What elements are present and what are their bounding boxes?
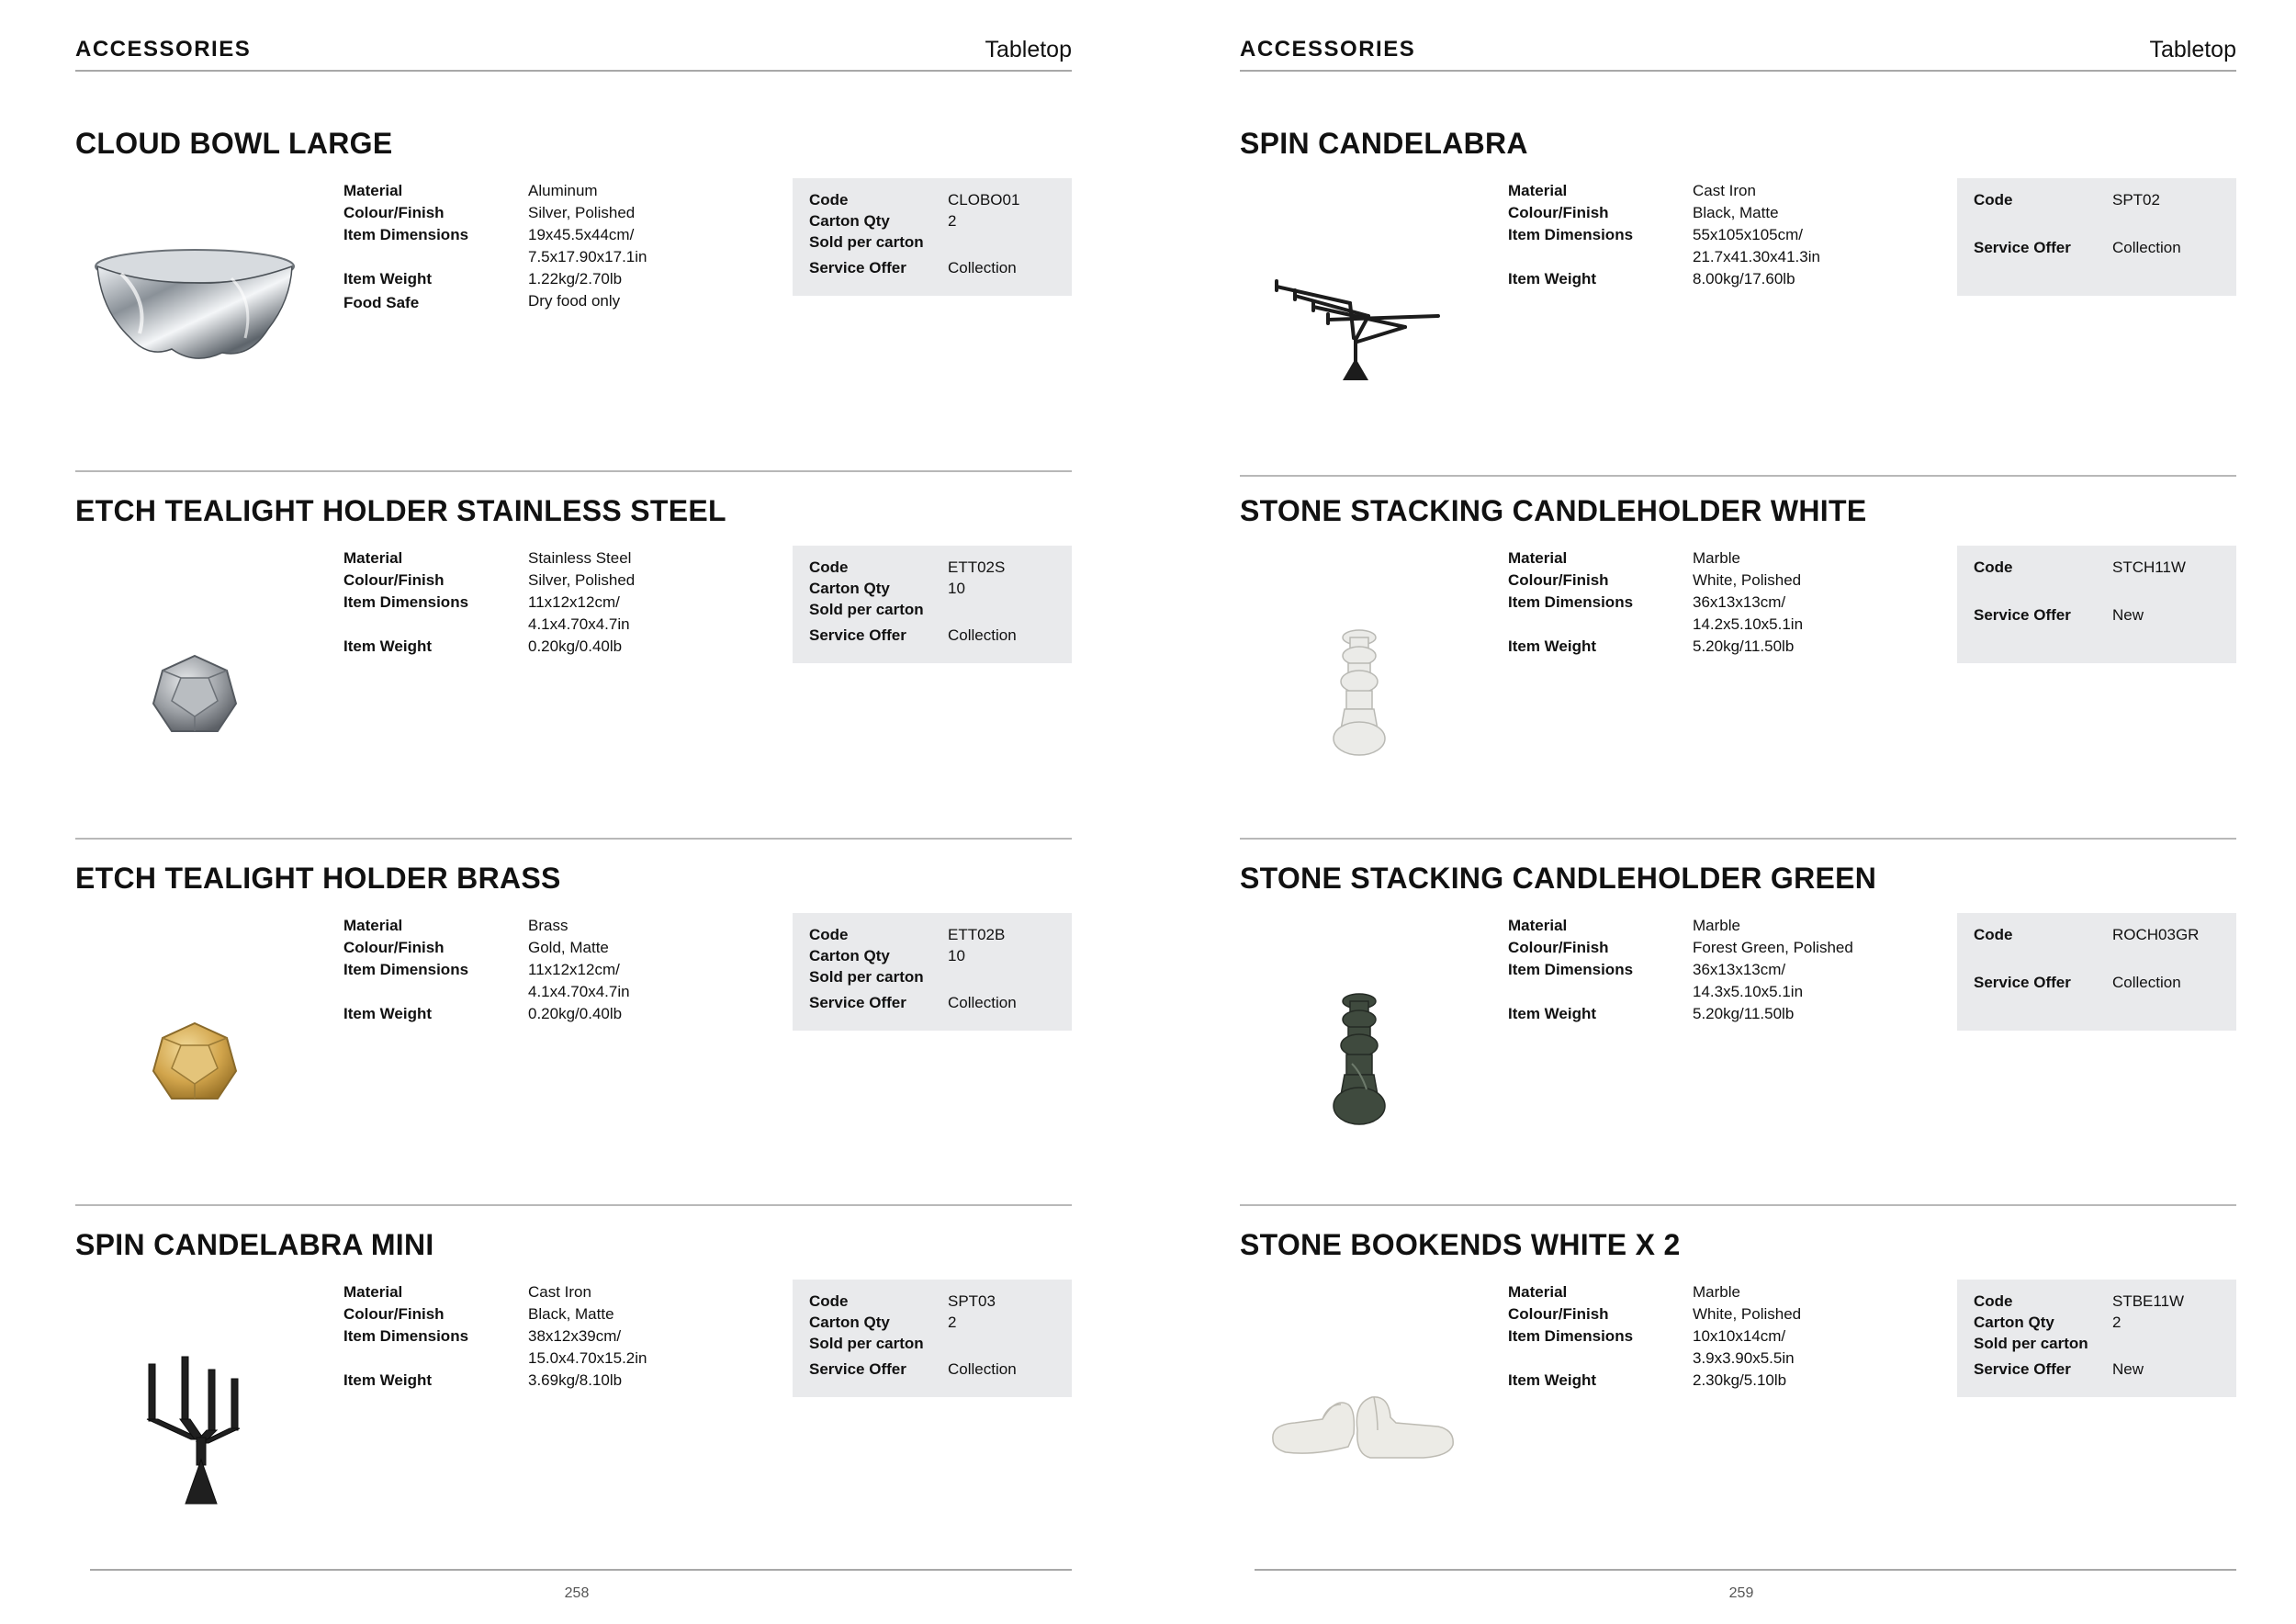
spec-label-weight: Item Weight <box>1508 1371 1597 1389</box>
product-divider <box>75 838 1072 840</box>
spec-value-dimensions-metric: 36x13x13cm/ <box>1693 593 1786 611</box>
footer-divider <box>1255 1569 2236 1571</box>
product-card <box>75 862 1072 1211</box>
service-offer-label: Service Offer <box>1974 239 2071 256</box>
service-offer-label: Service Offer <box>809 259 906 276</box>
service-offer-value: Collection <box>2112 974 2181 991</box>
service-offer-label: Service Offer <box>1974 606 2071 624</box>
spec-value-dimensions-imperial: 4.1x4.70x4.7in <box>528 615 630 633</box>
product-card <box>1240 127 2236 476</box>
category-title: Tabletop <box>985 37 1072 62</box>
product-divider <box>1240 1204 2236 1206</box>
cloud-bowl-image <box>94 200 296 421</box>
sold-per-carton-label: Sold per carton <box>809 233 924 251</box>
spec-value-colour: Black, Matte <box>1693 204 1779 221</box>
spec-value-colour: Gold, Matte <box>528 939 609 956</box>
code-value: ETT02S <box>948 558 1006 576</box>
page-header <box>1240 33 2236 72</box>
product-divider <box>1240 838 2236 840</box>
carton-qty-label: Carton Qty <box>809 580 890 597</box>
spec-value-colour: Forest Green, Polished <box>1693 939 1853 956</box>
spec-value-material: Marble <box>1693 549 1740 567</box>
spec-label-food-safe: Food Safe <box>343 294 420 311</box>
carton-qty-value: 2 <box>948 212 957 230</box>
service-offer-value: Collection <box>948 259 1017 276</box>
product-title: ETCH TEALIGHT HOLDER STAINLESS STEEL <box>75 494 726 527</box>
spec-label-weight: Item Weight <box>343 270 433 288</box>
page-number: 259 <box>1728 1585 1754 1601</box>
spec-value-material: Stainless Steel <box>528 549 632 567</box>
spec-label-dimensions: Item Dimensions <box>343 593 469 611</box>
code-label: Code <box>809 558 849 576</box>
spec-value-weight: 5.20kg/11.50lb <box>1693 637 1795 655</box>
page-header <box>75 33 1072 72</box>
service-offer-label: Service Offer <box>809 626 906 644</box>
spec-label-material: Material <box>343 1283 403 1301</box>
product-title: STONE BOOKENDS WHITE X 2 <box>1240 1228 1681 1261</box>
service-offer-label: Service Offer <box>1974 974 2071 991</box>
spec-label-weight: Item Weight <box>343 637 433 655</box>
product-card <box>75 127 1072 476</box>
product-info-box <box>793 1280 1072 1397</box>
code-value: STBE11W <box>2112 1292 2185 1310</box>
spec-label-material: Material <box>1508 917 1568 934</box>
section-title: ACCESSORIES <box>75 37 252 62</box>
code-value: ETT02B <box>948 926 1006 943</box>
spec-value-colour: Silver, Polished <box>528 204 636 221</box>
code-label: Code <box>809 926 849 943</box>
spec-value-weight: 0.20kg/0.40lb <box>528 637 623 655</box>
product-info-box <box>1957 546 2236 663</box>
product-card <box>75 494 1072 843</box>
code-label: Code <box>809 191 849 209</box>
code-value: STCH11W <box>2112 558 2186 576</box>
category-title: Tabletop <box>2149 37 2236 62</box>
spec-value-colour: White, Polished <box>1693 571 1802 589</box>
product-title: STONE STACKING CANDLEHOLDER GREEN <box>1240 862 1877 895</box>
carton-qty-value: 2 <box>2112 1314 2122 1331</box>
code-label: Code <box>1974 558 2013 576</box>
code-value: ROCH03GR <box>2112 926 2200 943</box>
spec-value-dimensions-metric: 36x13x13cm/ <box>1693 961 1786 978</box>
service-offer-label: Service Offer <box>809 1360 906 1378</box>
spec-label-weight: Item Weight <box>343 1371 433 1389</box>
spec-label-colour: Colour/Finish <box>343 204 445 221</box>
spec-label-colour: Colour/Finish <box>343 1305 445 1323</box>
spec-value-dimensions-metric: 10x10x14cm/ <box>1693 1327 1786 1345</box>
spec-value-material: Aluminum <box>528 182 598 199</box>
spec-label-colour: Colour/Finish <box>343 939 445 956</box>
product-title: SPIN CANDELABRA MINI <box>75 1228 434 1261</box>
spec-value-material: Marble <box>1693 1283 1740 1301</box>
spec-label-colour: Colour/Finish <box>1508 204 1609 221</box>
spec-value-material: Cast Iron <box>1693 182 1756 199</box>
spec-value-food-safe: Dry food only <box>528 292 621 310</box>
product-divider <box>75 470 1072 472</box>
product-info-box <box>1957 178 2236 296</box>
page-number: 258 <box>564 1585 590 1601</box>
spec-label-weight: Item Weight <box>1508 637 1597 655</box>
code-label: Code <box>1974 926 2013 943</box>
product-card <box>1240 862 2236 1211</box>
carton-qty-label: Carton Qty <box>809 1314 890 1331</box>
spec-value-weight: 8.00kg/17.60lb <box>1693 270 1795 288</box>
service-offer-value: New <box>2112 1360 2144 1378</box>
stone-candleholder-green-image <box>1258 935 1460 1156</box>
spec-value-dimensions-imperial: 4.1x4.70x4.7in <box>528 983 630 1000</box>
spec-value-weight: 3.69kg/8.10lb <box>528 1371 623 1389</box>
spin-candelabra-image <box>1258 200 1460 421</box>
spec-value-weight: 2.30kg/5.10lb <box>1693 1371 1787 1389</box>
product-info-box <box>793 178 1072 296</box>
product-info-box <box>1957 913 2236 1031</box>
spec-label-material: Material <box>1508 182 1568 199</box>
product-info-box <box>793 546 1072 663</box>
spec-value-material: Cast Iron <box>528 1283 591 1301</box>
spec-label-dimensions: Item Dimensions <box>1508 593 1634 611</box>
spec-label-dimensions: Item Dimensions <box>343 226 469 243</box>
sold-per-carton-label: Sold per carton <box>1974 1335 2088 1352</box>
spec-value-dimensions-metric: 19x45.5x44cm/ <box>528 226 635 243</box>
spec-label-dimensions: Item Dimensions <box>1508 226 1634 243</box>
spec-label-dimensions: Item Dimensions <box>343 961 469 978</box>
stone-candleholder-white-image <box>1258 568 1460 788</box>
product-card <box>75 1228 1072 1577</box>
catalog-page-left <box>75 0 1072 1624</box>
etch-tealight-steel-image <box>94 568 296 788</box>
spec-value-weight: 5.20kg/11.50lb <box>1693 1005 1795 1022</box>
spec-value-dimensions-imperial: 7.5x17.90x17.1in <box>528 248 647 265</box>
spec-label-weight: Item Weight <box>1508 1005 1597 1022</box>
sold-per-carton-label: Sold per carton <box>809 968 924 986</box>
product-info-box <box>1957 1280 2236 1397</box>
spin-candelabra-mini-image <box>94 1302 296 1522</box>
code-label: Code <box>1974 1292 2013 1310</box>
service-offer-value: Collection <box>948 626 1017 644</box>
product-divider <box>1240 475 2236 477</box>
spec-value-dimensions-imperial: 14.3x5.10x5.1in <box>1693 983 1804 1000</box>
spec-value-dimensions-imperial: 3.9x3.90x5.5in <box>1693 1349 1795 1367</box>
spec-label-material: Material <box>343 917 403 934</box>
spec-value-colour: Silver, Polished <box>528 571 636 589</box>
stone-bookends-image <box>1258 1302 1460 1522</box>
product-title: STONE STACKING CANDLEHOLDER WHITE <box>1240 494 1867 527</box>
spec-label-colour: Colour/Finish <box>343 571 445 589</box>
carton-qty-label: Carton Qty <box>809 947 890 964</box>
spec-label-weight: Item Weight <box>343 1005 433 1022</box>
carton-qty-value: 10 <box>948 580 965 597</box>
sold-per-carton-label: Sold per carton <box>809 1335 924 1352</box>
spec-label-colour: Colour/Finish <box>1508 939 1609 956</box>
code-value: SPT03 <box>948 1292 996 1310</box>
spec-label-dimensions: Item Dimensions <box>343 1327 469 1345</box>
spec-value-dimensions-metric: 55x105x105cm/ <box>1693 226 1804 243</box>
spec-value-dimensions-imperial: 21.7x41.30x41.3in <box>1693 248 1820 265</box>
product-title: ETCH TEALIGHT HOLDER BRASS <box>75 862 561 895</box>
service-offer-value: Collection <box>2112 239 2181 256</box>
spec-label-material: Material <box>1508 1283 1568 1301</box>
spec-label-material: Material <box>1508 549 1568 567</box>
code-value: CLOBO01 <box>948 191 1020 209</box>
spec-value-dimensions-metric: 11x12x12cm/ <box>528 961 620 978</box>
carton-qty-value: 2 <box>948 1314 957 1331</box>
carton-qty-value: 10 <box>948 947 965 964</box>
code-value: SPT02 <box>2112 191 2160 209</box>
spec-value-dimensions-metric: 11x12x12cm/ <box>528 593 620 611</box>
spec-value-weight: 1.22kg/2.70lb <box>528 270 623 288</box>
spec-value-colour: Black, Matte <box>528 1305 614 1323</box>
product-title: CLOUD BOWL LARGE <box>75 127 393 160</box>
service-offer-value: New <box>2112 606 2144 624</box>
product-title: SPIN CANDELABRA <box>1240 127 1528 160</box>
spec-label-material: Material <box>343 549 403 567</box>
spec-label-dimensions: Item Dimensions <box>1508 961 1634 978</box>
carton-qty-label: Carton Qty <box>809 212 890 230</box>
spec-label-material: Material <box>343 182 403 199</box>
spec-label-colour: Colour/Finish <box>1508 571 1609 589</box>
spec-label-dimensions: Item Dimensions <box>1508 1327 1634 1345</box>
carton-qty-label: Carton Qty <box>1974 1314 2054 1331</box>
spec-value-colour: White, Polished <box>1693 1305 1802 1323</box>
service-offer-label: Service Offer <box>1974 1360 2071 1378</box>
spec-value-material: Marble <box>1693 917 1740 934</box>
section-title: ACCESSORIES <box>1240 37 1416 62</box>
spec-value-dimensions-metric: 38x12x39cm/ <box>528 1327 622 1345</box>
spec-label-weight: Item Weight <box>1508 270 1597 288</box>
sold-per-carton-label: Sold per carton <box>809 601 924 618</box>
spec-value-material: Brass <box>528 917 568 934</box>
footer-divider <box>90 1569 1072 1571</box>
service-offer-value: Collection <box>948 994 1017 1011</box>
code-label: Code <box>809 1292 849 1310</box>
etch-tealight-brass-image <box>94 935 296 1156</box>
service-offer-label: Service Offer <box>809 994 906 1011</box>
spec-value-weight: 0.20kg/0.40lb <box>528 1005 623 1022</box>
catalog-page-right <box>1240 0 2236 1624</box>
service-offer-value: Collection <box>948 1360 1017 1378</box>
product-info-box <box>793 913 1072 1031</box>
spec-value-dimensions-imperial: 14.2x5.10x5.1in <box>1693 615 1804 633</box>
product-divider <box>75 1204 1072 1206</box>
spec-label-colour: Colour/Finish <box>1508 1305 1609 1323</box>
code-label: Code <box>1974 191 2013 209</box>
product-card <box>1240 1228 2236 1577</box>
spec-value-dimensions-imperial: 15.0x4.70x15.2in <box>528 1349 647 1367</box>
product-card <box>1240 494 2236 843</box>
